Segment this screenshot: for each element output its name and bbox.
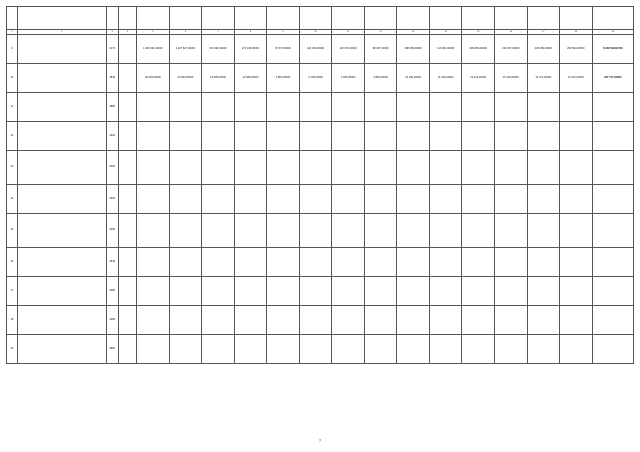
column-number: 18 xyxy=(560,30,593,35)
municipality-amount xyxy=(332,214,365,248)
municipality-amount xyxy=(234,248,267,277)
municipality-amount xyxy=(560,277,593,306)
municipality-amount xyxy=(234,214,267,248)
row-total xyxy=(592,93,633,122)
table-body xyxy=(7,35,634,364)
municipality-amount xyxy=(137,151,170,185)
municipality-amount xyxy=(364,335,397,364)
column-header xyxy=(299,7,332,30)
municipality-amount xyxy=(332,306,365,335)
municipality-amount xyxy=(462,248,495,277)
municipality-amount xyxy=(462,214,495,248)
column-header xyxy=(202,7,235,30)
table-row xyxy=(7,277,634,306)
municipality-amount: 98 337,00000 xyxy=(364,35,397,64)
municipality-amount xyxy=(560,93,593,122)
municipality-amount xyxy=(494,185,527,214)
municipality-amount xyxy=(429,277,462,306)
column-header xyxy=(7,7,18,30)
municipality-amount xyxy=(494,214,527,248)
column-number: 10 xyxy=(299,30,332,35)
municipality-amount xyxy=(332,122,365,151)
municipality-amount xyxy=(494,248,527,277)
row-number: 18 xyxy=(7,306,18,335)
column-header xyxy=(118,7,136,30)
column-header xyxy=(527,7,560,30)
column-number: 4 xyxy=(118,30,136,35)
municipality-amount: 39 039,00000 xyxy=(137,64,170,93)
row-total xyxy=(592,151,633,185)
table-row xyxy=(7,93,634,122)
row-description xyxy=(17,64,106,93)
municipality-amount: 299 953,00000 xyxy=(462,35,495,64)
municipality-amount xyxy=(137,335,170,364)
municipality-amount xyxy=(202,185,235,214)
municipality-amount xyxy=(332,151,365,185)
municipality-amount: 113 961,00000 xyxy=(429,35,462,64)
municipality-amount xyxy=(332,335,365,364)
municipality-amount xyxy=(202,214,235,248)
municipality-amount xyxy=(527,185,560,214)
municipality-amount xyxy=(397,277,430,306)
municipality-amount xyxy=(397,306,430,335)
table-row xyxy=(7,306,634,335)
column-number: 12 xyxy=(364,30,397,35)
row-total: 8 348 599,84799 xyxy=(592,35,633,64)
municipality-amount xyxy=(462,185,495,214)
column-header xyxy=(429,7,462,30)
municipality-amount xyxy=(169,185,202,214)
column-header xyxy=(592,7,633,30)
row-number: 15 xyxy=(7,214,18,248)
municipality-amount xyxy=(397,335,430,364)
column-number: 3 xyxy=(106,30,118,35)
municipality-amount xyxy=(462,277,495,306)
row-description xyxy=(17,248,106,277)
row-total xyxy=(592,185,633,214)
municipality-amount xyxy=(494,335,527,364)
municipality-amount xyxy=(169,93,202,122)
municipality-amount: 15 194,00000 xyxy=(494,64,527,93)
municipality-amount xyxy=(202,93,235,122)
municipality-amount xyxy=(560,185,593,214)
municipality-amount xyxy=(169,122,202,151)
responsible-authority xyxy=(118,122,136,151)
table-header-row xyxy=(7,7,634,30)
municipality-amount: 22 413,00000 xyxy=(462,64,495,93)
municipality-amount xyxy=(494,151,527,185)
municipality-amount xyxy=(267,335,300,364)
municipality-amount xyxy=(267,214,300,248)
municipality-amount xyxy=(137,185,170,214)
municipality-amount xyxy=(494,93,527,122)
column-number: 2 xyxy=(17,30,106,35)
column-number: 15 xyxy=(462,30,495,35)
row-description xyxy=(17,185,106,214)
municipality-amount xyxy=(299,151,332,185)
column-number: 1 xyxy=(7,30,18,35)
row-total xyxy=(592,214,633,248)
municipality-amount: 10 372,00000 xyxy=(527,64,560,93)
municipality-amount: 116 372,00000 xyxy=(332,35,365,64)
row-number: 10 xyxy=(7,64,18,93)
municipality-amount xyxy=(527,151,560,185)
municipality-amount xyxy=(429,248,462,277)
municipality-amount xyxy=(202,122,235,151)
municipality-amount xyxy=(527,214,560,248)
municipality-amount xyxy=(527,93,560,122)
municipality-amount xyxy=(267,151,300,185)
table-row xyxy=(7,151,634,185)
municipality-amount xyxy=(462,151,495,185)
municipality-amount xyxy=(397,122,430,151)
municipality-amount xyxy=(429,122,462,151)
municipality-amount xyxy=(462,335,495,364)
responsible-authority xyxy=(118,277,136,306)
municipality-amount xyxy=(364,248,397,277)
row-description xyxy=(17,335,106,364)
municipality-amount xyxy=(299,335,332,364)
municipality-amount xyxy=(202,277,235,306)
column-header xyxy=(364,7,397,30)
row-number: 12 xyxy=(7,122,18,151)
row-number: 16 xyxy=(7,248,18,277)
municipality-amount xyxy=(332,185,365,214)
municipality-amount xyxy=(299,93,332,122)
municipality-amount xyxy=(137,248,170,277)
column-header xyxy=(234,7,267,30)
responsible-authority xyxy=(118,185,136,214)
municipality-amount: 11 226,00000 xyxy=(429,64,462,93)
municipality-amount xyxy=(364,277,397,306)
row-description xyxy=(17,151,106,185)
municipality-amount: 225 483,00000 xyxy=(527,35,560,64)
municipality-amount: 3 863,00000 xyxy=(364,64,397,93)
row-total xyxy=(592,335,633,364)
table-row xyxy=(7,35,634,64)
column-number: 5 xyxy=(137,30,170,35)
municipality-amount xyxy=(397,185,430,214)
row-number: 11 xyxy=(7,93,18,122)
municipality-amount: 2 327 827,00000 xyxy=(169,35,202,64)
municipality-amount xyxy=(169,248,202,277)
municipality-amount: 14 392,00000 xyxy=(397,64,430,93)
municipality-amount xyxy=(429,306,462,335)
municipality-amount xyxy=(527,335,560,364)
row-description xyxy=(17,35,106,64)
row-description xyxy=(17,214,106,248)
municipality-amount xyxy=(429,214,462,248)
municipality-amount xyxy=(137,306,170,335)
subsidy-distribution-table xyxy=(6,6,634,364)
municipality-amount xyxy=(299,185,332,214)
responsible-authority xyxy=(118,151,136,185)
municipality-amount xyxy=(364,122,397,151)
column-header xyxy=(494,7,527,30)
municipality-amount xyxy=(429,335,462,364)
municipality-amount xyxy=(332,93,365,122)
row-code: 4220 xyxy=(106,185,118,214)
municipality-amount xyxy=(137,214,170,248)
municipality-amount xyxy=(137,122,170,151)
distribution-table-sheet xyxy=(6,6,634,426)
column-header xyxy=(17,7,106,30)
municipality-amount: 288 283,00000 xyxy=(397,35,430,64)
municipality-amount: 22 568,00000 xyxy=(234,64,267,93)
municipality-amount: 272 318,00000 xyxy=(234,35,267,64)
municipality-amount xyxy=(429,93,462,122)
municipality-amount xyxy=(397,214,430,248)
column-header xyxy=(560,7,593,30)
municipality-amount xyxy=(234,306,267,335)
column-header xyxy=(397,7,430,30)
municipality-amount xyxy=(560,214,593,248)
municipality-amount xyxy=(299,277,332,306)
responsible-authority xyxy=(118,214,136,248)
column-header xyxy=(169,7,202,30)
row-code: 4172 xyxy=(106,35,118,64)
municipality-amount xyxy=(202,248,235,277)
municipality-amount xyxy=(397,93,430,122)
row-code: 4080 xyxy=(106,277,118,306)
municipality-amount xyxy=(462,93,495,122)
municipality-amount xyxy=(202,335,235,364)
municipality-amount xyxy=(267,185,300,214)
municipality-amount xyxy=(332,248,365,277)
table-row xyxy=(7,248,634,277)
municipality-amount xyxy=(137,93,170,122)
row-description xyxy=(17,93,106,122)
table-row xyxy=(7,214,634,248)
municipality-amount xyxy=(169,214,202,248)
row-code: 4020 xyxy=(106,151,118,185)
municipality-amount xyxy=(234,277,267,306)
row-total xyxy=(592,122,633,151)
municipality-amount xyxy=(527,277,560,306)
municipality-amount xyxy=(397,248,430,277)
municipality-amount xyxy=(267,248,300,277)
municipality-amount xyxy=(429,185,462,214)
municipality-amount xyxy=(267,277,300,306)
municipality-amount xyxy=(462,306,495,335)
column-header xyxy=(332,7,365,30)
row-total: 287 717,00000 xyxy=(592,64,633,93)
column-header xyxy=(137,7,170,30)
row-code: 4540 xyxy=(106,248,118,277)
municipality-amount xyxy=(494,277,527,306)
municipality-amount: 3 283,00000 xyxy=(332,64,365,93)
municipality-amount: 143 293,00000 xyxy=(299,35,332,64)
municipality-amount xyxy=(527,248,560,277)
municipality-amount: 16 372,00000 xyxy=(560,64,593,93)
municipality-amount xyxy=(234,185,267,214)
row-code: 4990 xyxy=(106,335,118,364)
municipality-amount xyxy=(137,277,170,306)
row-total xyxy=(592,248,633,277)
row-number: 9 xyxy=(7,35,18,64)
municipality-amount: 22 992,00000 xyxy=(169,64,202,93)
column-number: 8 xyxy=(234,30,267,35)
municipality-amount xyxy=(299,214,332,248)
column-number: 11 xyxy=(332,30,365,35)
municipality-amount xyxy=(560,306,593,335)
table-row xyxy=(7,122,634,151)
municipality-amount xyxy=(560,335,593,364)
table-row xyxy=(7,185,634,214)
row-number: 17 xyxy=(7,277,18,306)
municipality-amount xyxy=(202,306,235,335)
row-code: 4090 xyxy=(106,214,118,248)
municipality-amount: 6 138,00000 xyxy=(299,64,332,93)
municipality-amount xyxy=(364,151,397,185)
municipality-amount: 1 290 491,00000 xyxy=(137,35,170,64)
column-number: 19 xyxy=(592,30,633,35)
table-row xyxy=(7,64,634,93)
municipality-amount xyxy=(169,306,202,335)
column-number: 17 xyxy=(527,30,560,35)
column-number: 9 xyxy=(267,30,300,35)
municipality-amount xyxy=(560,248,593,277)
municipality-amount xyxy=(299,248,332,277)
municipality-amount xyxy=(169,151,202,185)
column-header xyxy=(462,7,495,30)
municipality-amount xyxy=(299,306,332,335)
responsible-authority xyxy=(118,64,136,93)
column-number: 7 xyxy=(202,30,235,35)
municipality-amount xyxy=(169,277,202,306)
row-code: 4880 xyxy=(106,93,118,122)
row-number: 14 xyxy=(7,185,18,214)
column-number: 13 xyxy=(397,30,430,35)
municipality-amount xyxy=(234,335,267,364)
row-number: 13 xyxy=(7,151,18,185)
column-number: 14 xyxy=(429,30,462,35)
municipality-amount xyxy=(267,122,300,151)
responsible-authority xyxy=(118,35,136,64)
municipality-amount xyxy=(560,122,593,151)
table-row xyxy=(7,335,634,364)
municipality-amount xyxy=(332,277,365,306)
municipality-amount xyxy=(494,122,527,151)
municipality-amount: 97 673,00000 xyxy=(267,35,300,64)
municipality-amount xyxy=(364,185,397,214)
row-description xyxy=(17,306,106,335)
municipality-amount xyxy=(267,306,300,335)
responsible-authority xyxy=(118,306,136,335)
responsible-authority xyxy=(118,93,136,122)
municipality-amount xyxy=(364,306,397,335)
municipality-amount xyxy=(202,151,235,185)
municipality-amount xyxy=(527,122,560,151)
municipality-amount xyxy=(429,151,462,185)
municipality-amount xyxy=(364,93,397,122)
page-number: 7 xyxy=(318,438,322,443)
municipality-amount xyxy=(234,151,267,185)
municipality-amount xyxy=(169,335,202,364)
row-description xyxy=(17,277,106,306)
municipality-amount xyxy=(462,122,495,151)
row-total xyxy=(592,306,633,335)
municipality-amount xyxy=(267,93,300,122)
municipality-amount: 372 492,00000 xyxy=(202,35,235,64)
column-number: 16 xyxy=(494,30,527,35)
municipality-amount: 10 820,00000 xyxy=(202,64,235,93)
row-code: 4840 xyxy=(106,64,118,93)
municipality-amount xyxy=(527,306,560,335)
municipality-amount xyxy=(299,122,332,151)
row-description xyxy=(17,122,106,151)
municipality-amount: 218 337,00000 xyxy=(494,35,527,64)
municipality-amount: 259 593,00000 xyxy=(560,35,593,64)
row-code: 4320 xyxy=(106,122,118,151)
municipality-amount: 3 863,00000 xyxy=(267,64,300,93)
municipality-amount xyxy=(364,214,397,248)
row-total xyxy=(592,277,633,306)
municipality-amount xyxy=(234,93,267,122)
column-header xyxy=(106,7,118,30)
municipality-amount xyxy=(397,151,430,185)
municipality-amount xyxy=(234,122,267,151)
row-code: 4080 xyxy=(106,306,118,335)
municipality-amount xyxy=(494,306,527,335)
column-number: 6 xyxy=(169,30,202,35)
responsible-authority xyxy=(118,335,136,364)
responsible-authority xyxy=(118,248,136,277)
row-number: 19 xyxy=(7,335,18,364)
municipality-amount xyxy=(560,151,593,185)
column-header xyxy=(267,7,300,30)
